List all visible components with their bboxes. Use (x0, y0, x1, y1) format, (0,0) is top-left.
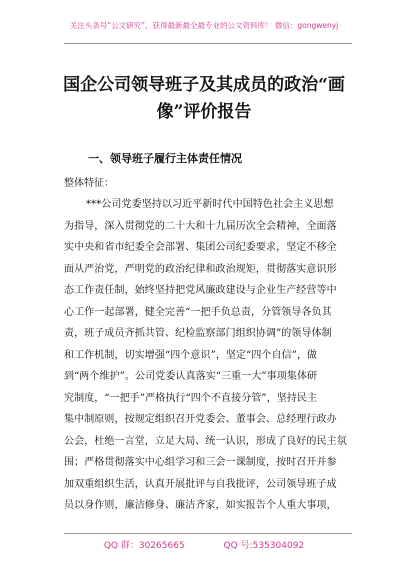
footer-qq-group: QQ 群：30265665 (103, 541, 185, 551)
paragraph-line: 围；严格贯彻落实中心组学习和三会一课制度，按时召开并参 (64, 457, 337, 468)
paragraph-line: 和工作机制，切实增强“四个意识”，坚定“四个自信”，做 (64, 349, 318, 361)
paragraph-line: 心工作一起部署，健全完善“一把手负总责，分管领导各负其 (64, 306, 332, 318)
document-title (0, 72, 408, 126)
paragraph-line: 究制度，“一把手”严格执行“四个不直接分管”，坚持民主 (64, 392, 318, 404)
paragraph-line: 责，班子成员齐抓共管、纪检监察部门组织协调”的领导体制 (64, 328, 332, 339)
title-line-1: 国企公司领导班子及其成员的政治“画 (63, 75, 345, 95)
paragraph-line: 为指导，深入贯彻党的二十大和十九届历次全会精神，全面落 (64, 220, 337, 232)
section-heading: 一、领导班子履行主体责任情况 (88, 152, 242, 165)
paragraph-line: 员以身作则，廉洁修身、廉洁齐家，如实报告个人重大事项， (64, 500, 337, 511)
title-line-2: 像”评价报告 (156, 102, 252, 122)
header-divider (64, 43, 352, 44)
paragraph-line: 加双重组织生活，认真开展批评与自我批评，公司领导班子成 (64, 478, 337, 490)
paragraph-line: ***公司党委坚持以习近平新时代中国特色社会主义思想 (86, 199, 334, 210)
paragraph-line: 到“两个维护”。公司党委认真落实“三重一大”事项集体研 (64, 371, 318, 382)
paragraph-line: 面从严治党，严明党的政治纪律和政治规矩，贯彻落实意识形 (64, 263, 337, 275)
paragraph-line: 态工作责任制，始终坚持把党风廉政建设与企业生产经营等中 (64, 285, 337, 296)
footer-divider (64, 533, 352, 534)
footer (0, 538, 408, 551)
paragraph-line: 公会，杜绝一言堂，立足大局、统一认识，形成了良好的民主氛 (64, 435, 347, 447)
footer-qq-number: QQ 号:535304092 (223, 541, 305, 551)
paragraph-line: 集中制原则，按规定组织召开党委会、董事会、总经理行政办 (64, 414, 337, 425)
lead-label: 整体特征： (64, 178, 114, 189)
body-paragraph (64, 194, 354, 517)
header-banner: 关注头条号“公文研究”，获得最新最全最专业的公文资料库！ 微信：gongwenyj (69, 21, 339, 30)
paragraph-line: 实中央和省市纪委全会部署、集团公司纪委要求，坚定不移全 (64, 242, 337, 253)
